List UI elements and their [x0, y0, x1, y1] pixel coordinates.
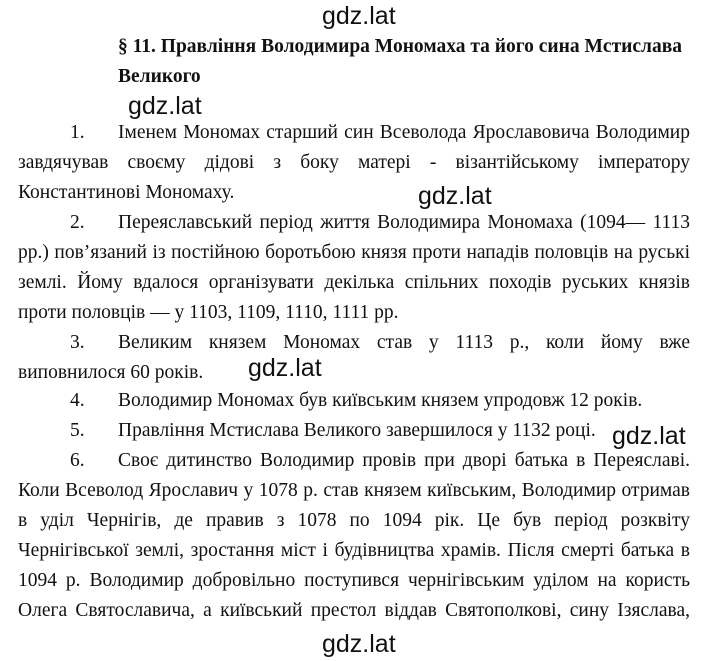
text-line — [18, 446, 690, 476]
text-line — [18, 416, 690, 446]
line-text: Великим князем Мономах став у 1113 р., коли йому вже — [118, 332, 690, 353]
paragraph-number: 6. — [70, 450, 85, 471]
text-line: землі. Йому вдалося організувати декілька спільних походів руських князів — [18, 272, 690, 293]
text-line: завдячував своєму дідові з боку матері - візантійському імператору — [18, 152, 690, 173]
watermark: gdz.lat — [612, 422, 686, 450]
text-line: в уділ Чернігів, де правив з 1078 по 1094 рік. Це був період розквіту — [18, 510, 690, 531]
line-text: Правління Мстислава Великого завершилося у 1132 році. — [118, 420, 596, 441]
paragraph-number: 5. — [70, 420, 85, 441]
line-text: Володимир Мономах був київським князем упродовж 12 років. — [118, 390, 643, 411]
section-title — [118, 32, 708, 92]
paragraph-number: 1. — [70, 122, 85, 143]
text-line: 1094 р. Володимир добровільно поступився чернігівським уділом на користь — [18, 570, 690, 591]
text-line: Константинові Мономаху. — [18, 182, 235, 203]
paragraph-number: 2. — [70, 212, 85, 233]
section-title-line-1: § 11. Правління Володимира Мономаха та його сина Мстислава — [118, 36, 683, 57]
watermark: gdz.lat — [128, 92, 202, 120]
line-text: Переяславський період життя Володимира Мономаха (1094— 1113 — [118, 212, 690, 233]
text-line — [18, 208, 690, 238]
text-line — [18, 328, 690, 358]
line-text: Іменем Мономах старший син Всеволода Ярославовича Володимир — [118, 122, 690, 143]
text-line: Коли Всеволод Ярославич у 1078 р. став князем київським, Володимир отримав — [18, 480, 690, 501]
paragraph-number: 3. — [70, 332, 85, 353]
text-line — [18, 118, 690, 148]
text-line: Олега Святославича, а київський престол віддав Святополкові, сину Ізяслава, — [18, 600, 690, 621]
text-line: Чернігівської землі, зростання міст і будівництва храмів. Після смерті батька в — [18, 540, 690, 561]
section-title-line-2: Великого — [118, 66, 201, 87]
watermark: gdz.lat — [248, 354, 322, 382]
text-line — [18, 386, 690, 416]
paragraph-number: 4. — [70, 390, 85, 411]
text-line: проти половців — у 1103, 1109, 1110, 1111 рр. — [18, 302, 399, 323]
watermark: gdz.lat — [322, 2, 396, 30]
watermark: gdz.lat — [322, 630, 396, 658]
line-text: Своє дитинство Володимир провів при дворі батька в Переяславі. — [118, 450, 690, 471]
text-line: виповнилося 60 років. — [18, 362, 204, 383]
text-line: рр.) пов’язаний із постійною боротьбою князя проти нападів половців на руські — [18, 242, 690, 263]
watermark: gdz.lat — [418, 182, 492, 210]
